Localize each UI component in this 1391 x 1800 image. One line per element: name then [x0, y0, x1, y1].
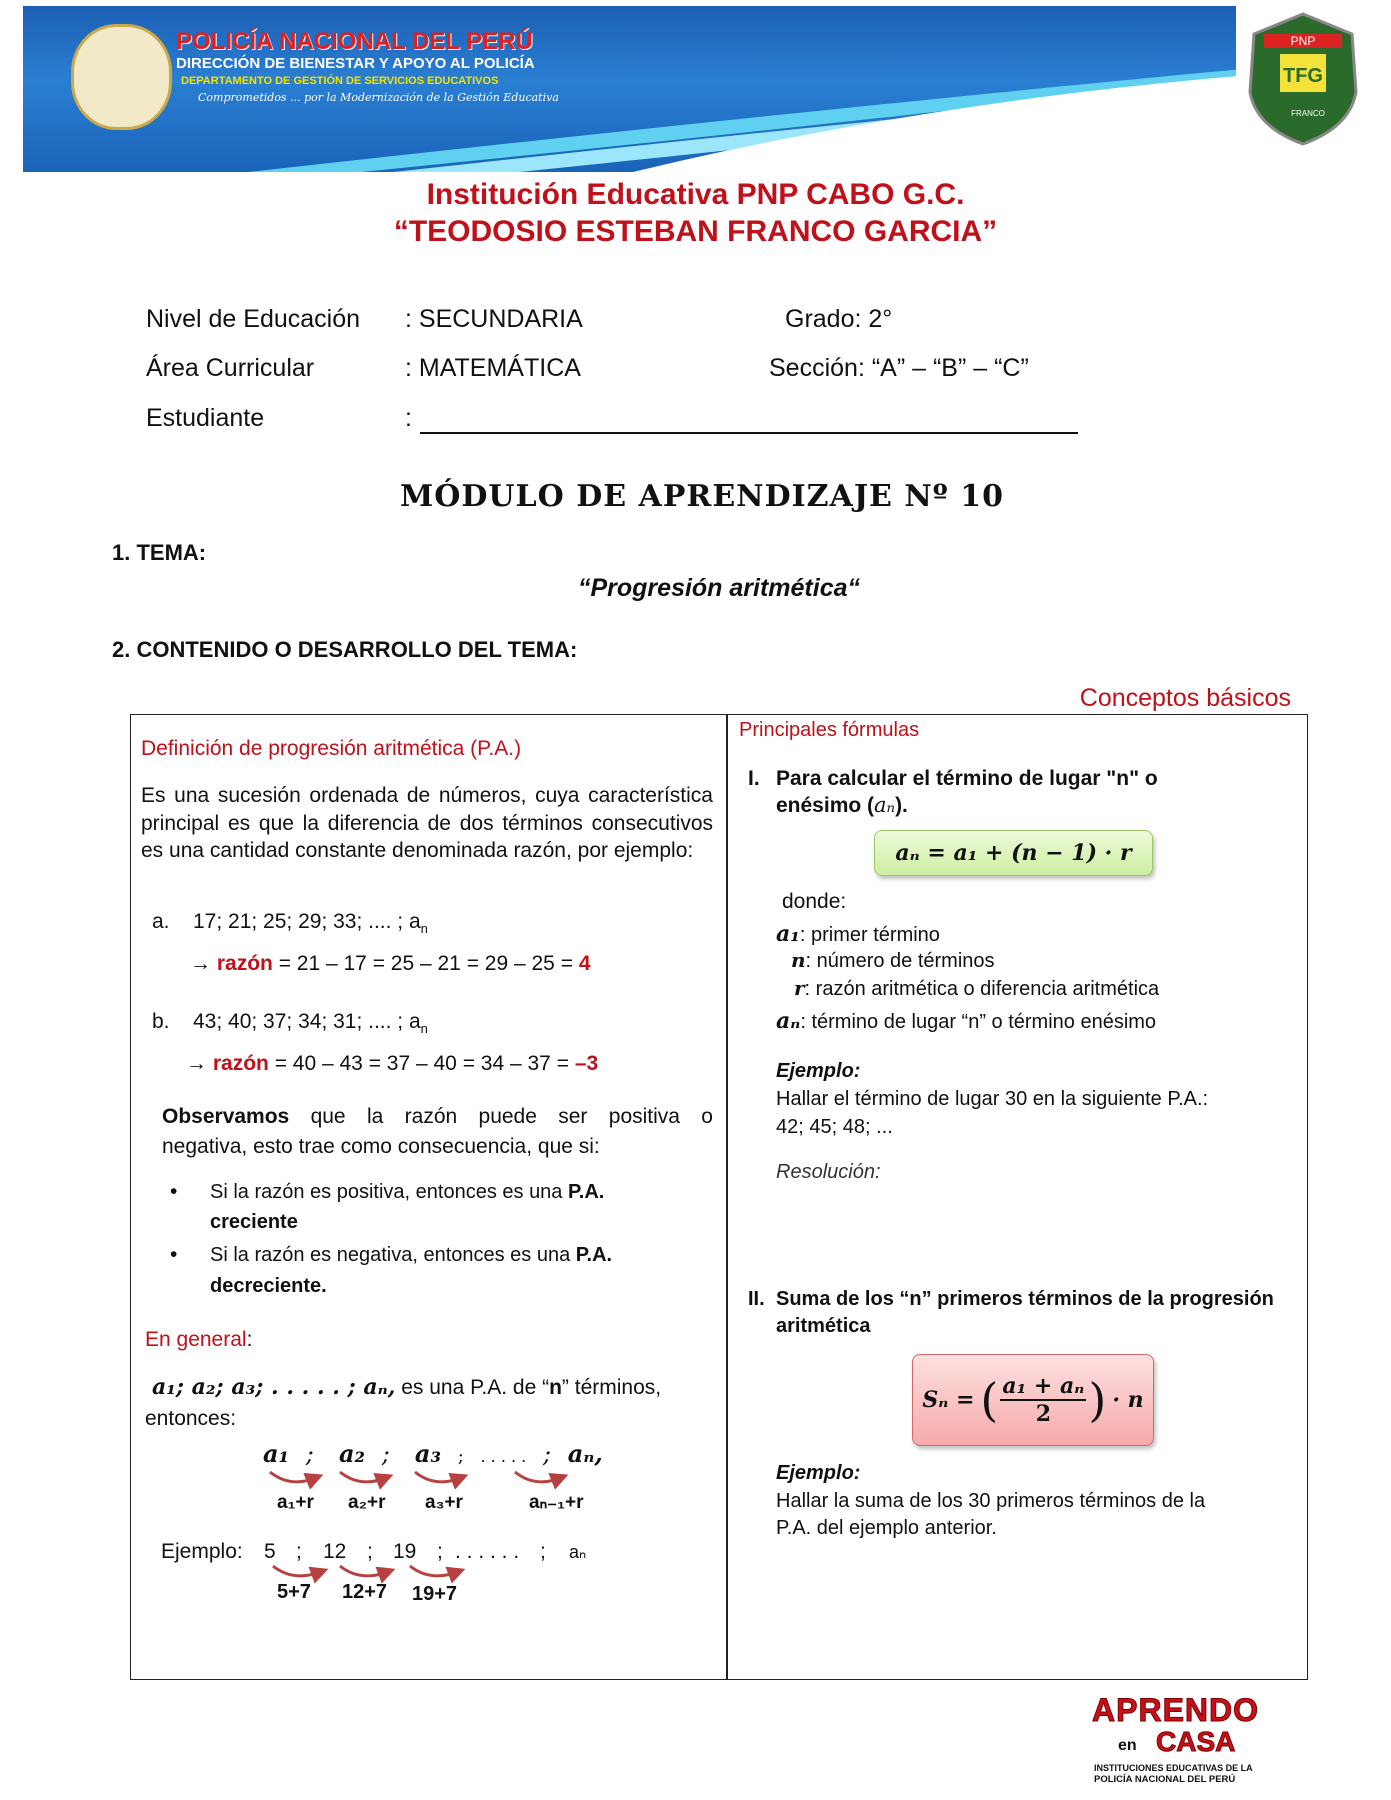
example-step: 19+7 — [412, 1583, 458, 1605]
definition-r: r: razón aritmética o diferencia aritmética — [794, 976, 1160, 1000]
banner-department: DEPARTAMENTO DE GESTIÓN DE SERVICIOS EDUCATIVOS — [181, 75, 499, 87]
example-b-sequence: 43; 40; 37; 34; 31; .... ; $a_n$ — [193, 1010, 428, 1037]
topic-label: 1. TEMA: — [112, 540, 207, 565]
curved-arrow-icon — [415, 1472, 460, 1482]
formula-sum-fraction — [1000, 1373, 1086, 1427]
section: Sección: “A” – “B” – “C” — [769, 354, 1029, 382]
bullet-icon: • — [170, 1180, 178, 1203]
example-b-reason: → razón = 40 – 43 = 37 – 40 = 34 – 37 = –3 — [186, 1052, 599, 1075]
curved-arrow-icon — [515, 1472, 560, 1482]
fraction-numerator: a₁ + aₙ — [1002, 1373, 1085, 1399]
aprendo-en-casa-logo — [1090, 1694, 1280, 1789]
school-name: Institución Educativa PNP CABO G.C. — [426, 178, 965, 211]
example-term: aₙ — [569, 1542, 587, 1562]
formula-sum-lhs: Sₙ = — [922, 1387, 975, 1413]
grade: Grado: 2° — [785, 305, 893, 333]
area-value: : MATEMÁTICA — [405, 354, 581, 382]
example-a-reason: → razón = 21 – 17 = 25 – 21 = 29 – 25 = 4 — [190, 952, 591, 975]
logo-casa: CASA — [1156, 1726, 1236, 1757]
formula-nth-term: aₙ = a₁ + (n − 1) · r — [895, 840, 1132, 866]
section-2-title-2: aritmética — [776, 1315, 871, 1337]
school-shield-logo — [1240, 12, 1366, 146]
fraction-denominator: 2 — [1035, 1401, 1052, 1427]
example-b-label: b. — [152, 1010, 170, 1033]
example-separator: ; — [540, 1540, 546, 1563]
general-arrows — [260, 1468, 580, 1492]
school-full-name: “TEODOSIO ESTEBAN FRANCO GARCIA” — [393, 215, 998, 248]
module-title: MÓDULO DE APRENDIZAJE Nº 10 — [400, 479, 1004, 514]
term-label: a₃+r — [425, 1492, 463, 1513]
curved-arrow-icon — [410, 1566, 457, 1576]
example-step: 12+7 — [342, 1581, 388, 1603]
definition-n: n: número de términos — [791, 948, 995, 972]
example-step: 5+7 — [277, 1581, 311, 1603]
curved-arrow-icon — [340, 1472, 385, 1482]
paren-right: ) — [1088, 1373, 1107, 1427]
term-label: aₙ₋₁+r — [529, 1492, 584, 1513]
definition-paragraph: Es una sucesión ordenada de números, cuya característica principal es que la diferencia de dos términos consecutivos es una cantidad constante denominada razón, por ejemplo: — [141, 784, 713, 863]
curved-arrow-icon — [273, 1566, 320, 1576]
svg-text:FRANCO: FRANCO — [1291, 109, 1325, 118]
paren-left: ( — [980, 1373, 999, 1427]
example-a-label: a. — [152, 910, 170, 933]
example-1-label: Ejemplo: — [776, 1060, 861, 1082]
example-dots: . . . . . . — [455, 1540, 520, 1563]
pnp-crest-logo — [71, 24, 172, 130]
section-1-title: Para calcular el término de lugar "n" o — [776, 767, 1158, 790]
logo-line4: POLICÍA NACIONAL DEL PERÚ — [1094, 1774, 1236, 1785]
example-1-text: Hallar el término de lugar 30 en la siguiente P.A.: — [776, 1088, 1209, 1110]
section-1-number: I. — [748, 767, 760, 790]
area-label: Área Curricular — [146, 354, 315, 382]
logo-en: en — [1118, 1737, 1137, 1754]
banner-direction: DIRECCIÓN DE BIENESTAR Y APOYO AL POLICÍA — [176, 55, 535, 72]
observe-line2: negativa, esto trae como consecuencia, que si: — [162, 1135, 600, 1158]
resolution-label: Resolución: — [776, 1161, 881, 1183]
example-label: Ejemplo: — [161, 1540, 243, 1563]
example-term: 12 — [323, 1540, 347, 1563]
example-term: 5 — [264, 1540, 276, 1563]
section-2-number: II. — [748, 1288, 765, 1310]
example-separator: ; — [437, 1540, 443, 1563]
example-1-sequence: 42; 45; 48; ... — [776, 1116, 893, 1138]
example-a-sequence: 17; 21; 25; 29; 33; .... ; $a_n$ — [193, 910, 428, 937]
term-label: a₁+r — [277, 1492, 314, 1513]
section-1-title-2: enésimo (aₙ). — [776, 793, 908, 817]
level-label: Nivel de Educación — [146, 305, 361, 333]
student-colon: : — [405, 404, 412, 432]
bullet-negative: Si la razón es negativa, entonces es una P.A. — [210, 1244, 613, 1266]
topic-value: “Progresión aritmética“ — [577, 574, 861, 602]
banner-org: POLICÍA NACIONAL DEL PERÚ — [176, 28, 533, 55]
general-statement: a₁; a₂; a₃; . . . . . ; aₙ, es una P.A. de “n” términos, — [152, 1374, 662, 1400]
student-label: Estudiante — [146, 404, 265, 432]
example-separator: ; — [367, 1540, 373, 1563]
curved-arrow-icon — [270, 1472, 315, 1482]
curved-arrow-icon — [340, 1566, 387, 1576]
logo-line3: INSTITUCIONES EDUCATIVAS DE LA — [1094, 1763, 1253, 1773]
observe-line1: Observamos que la razón puede ser positiva o — [162, 1105, 713, 1128]
formula-sum-rhs: · n — [1112, 1387, 1144, 1413]
student-name-field[interactable] — [420, 432, 1078, 434]
formulas-heading: Principales fórmulas — [739, 719, 920, 741]
bullet-positive: Si la razón es positiva, entonces es una P.A. — [210, 1181, 605, 1203]
banner-motto: Comprometidos ... por la Modernización de la Gestión Educativa — [198, 91, 559, 104]
formula-nth-term-box — [874, 830, 1153, 876]
content-label: 2. CONTENIDO O DESARROLLO DEL TEMA: — [112, 637, 578, 662]
bullet-negative-result: decreciente. — [210, 1275, 327, 1297]
general-heading: En general: — [145, 1328, 253, 1351]
level-value: : SECUNDARIA — [405, 305, 583, 333]
column-divider — [726, 714, 728, 1680]
general-then: entonces: — [145, 1407, 237, 1430]
example-2-label: Ejemplo: — [776, 1462, 861, 1484]
formula-sum-box — [912, 1354, 1154, 1446]
definition-a1: a₁: primer término — [776, 921, 940, 947]
header-banner — [23, 6, 1236, 172]
where-label: donde: — [782, 890, 847, 913]
concepts-label: Conceptos básicos — [1079, 684, 1291, 712]
term-label: a₂+r — [348, 1492, 386, 1513]
bullet-positive-result: creciente — [210, 1211, 298, 1233]
definition-heading: Definición de progresión aritmética (P.A.) — [141, 737, 522, 760]
definition-an: aₙ: término de lugar “n” o término enésimo — [776, 1008, 1157, 1034]
bullet-icon: • — [170, 1243, 178, 1266]
example-2-text-2: P.A. del ejemplo anterior. — [776, 1517, 997, 1539]
example-term: 19 — [393, 1540, 417, 1563]
svg-text:PNP: PNP — [1290, 34, 1316, 48]
general-terms: a₁ ; a₂ ; a₃ ; . . . . . ; aₙ, — [263, 1439, 603, 1468]
example-2-text: Hallar la suma de los 30 primeros términos de la — [776, 1490, 1206, 1512]
svg-text:TFG: TFG — [1283, 65, 1323, 87]
example-separator: ; — [296, 1540, 302, 1563]
logo-aprendo: APRENDO — [1092, 1692, 1260, 1728]
section-2-title: Suma de los “n” primeros términos de la progresión — [776, 1288, 1274, 1310]
